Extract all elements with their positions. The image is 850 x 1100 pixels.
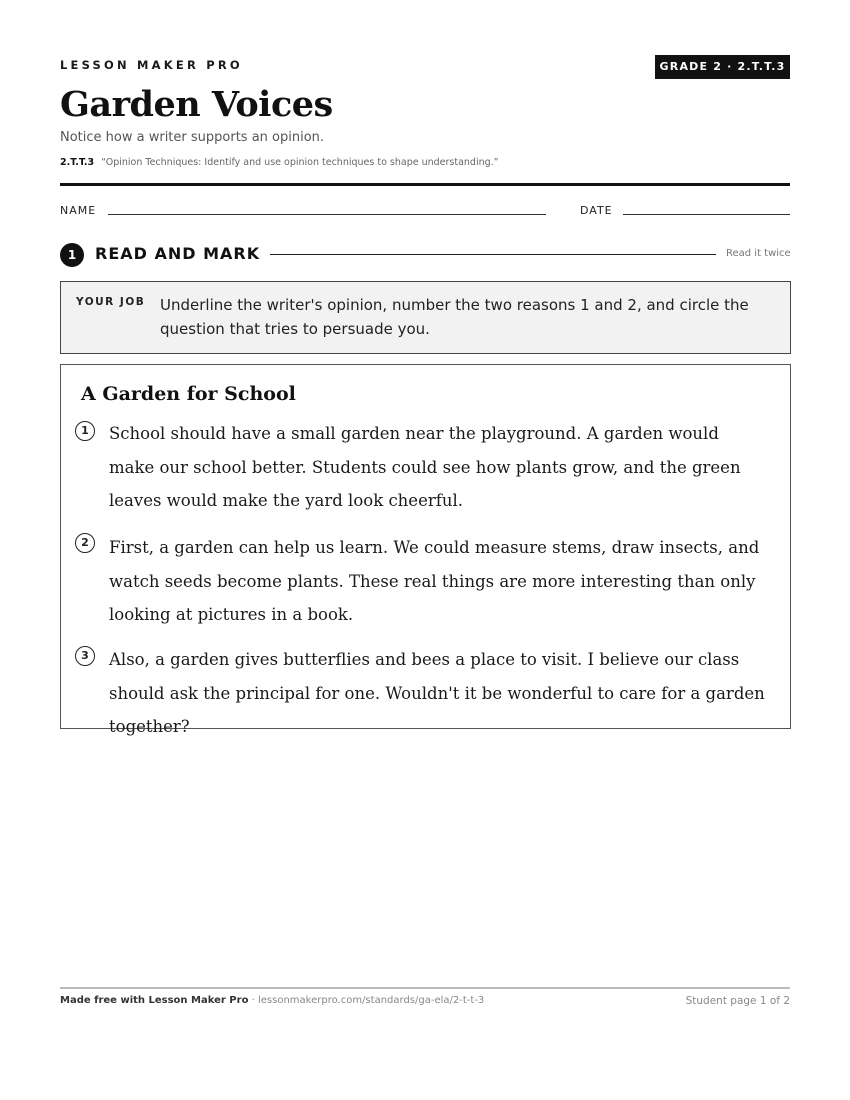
footer-made-with: Made free with Lesson Maker Pro — [60, 995, 249, 1006]
your-job-box — [60, 281, 791, 354]
footer-url: · lessonmakerpro.com/standards/ga-ela/2-t-t-3 — [248, 995, 485, 1006]
paragraph-number-1: 1 — [75, 421, 95, 441]
standard-text: “Opinion Techniques: Identify and use opinion techniques to shape understanding.” — [101, 157, 499, 168]
page-subtitle: Notice how a writer supports an opinion. — [60, 130, 325, 145]
name-label: NAME — [60, 204, 97, 217]
date-label: DATE — [580, 204, 613, 217]
grade-badge: GRADE 2 · 2.T.T.3 — [655, 55, 790, 79]
reading-passage — [60, 364, 791, 736]
passage-paragraph-1: School should have a small garden near the playground. A garden would make our school better. Students could see how plants grow, and the green leaves would make the yard look cheerful. — [109, 424, 741, 510]
paragraph-number-3: 3 — [75, 646, 95, 666]
section-title: READ AND MARK — [95, 244, 261, 263]
footer-page-number: Student page 1 of 2 — [685, 995, 790, 1007]
passage-paragraph-3: Also, a garden gives butterflies and bees a place to visit. I believe our class should ask the principal for one. Wouldn't it be wonderful to care for a garden together? — [109, 650, 765, 736]
date-field-line[interactable] — [623, 214, 790, 215]
section-number-badge: 1 — [60, 243, 84, 267]
name-field-line[interactable] — [108, 214, 546, 215]
section-divider — [270, 254, 716, 255]
standard-line — [60, 157, 499, 168]
your-job-label: YOUR JOB — [76, 296, 146, 308]
paragraph-number-2: 2 — [75, 533, 95, 553]
passage-title: A Garden for School — [81, 383, 296, 405]
page-title: Garden Voices — [60, 84, 333, 125]
footer-divider — [60, 987, 790, 989]
brand-name: LESSON MAKER PRO — [60, 58, 243, 72]
section-note: Read it twice — [726, 248, 791, 259]
standard-code: 2.T.T.3 — [60, 157, 95, 168]
passage-paragraph-2: First, a garden can help us learn. We could measure stems, draw insects, and watch seeds become plants. These real things are more interesting than only looking at pictures in a book. — [109, 538, 760, 624]
your-job-text: Underline the writer's opinion, number the two reasons 1 and 2, and circle the question that tries to persuade you. — [160, 296, 749, 338]
footer-credit — [60, 995, 484, 1006]
header-divider — [60, 183, 790, 186]
